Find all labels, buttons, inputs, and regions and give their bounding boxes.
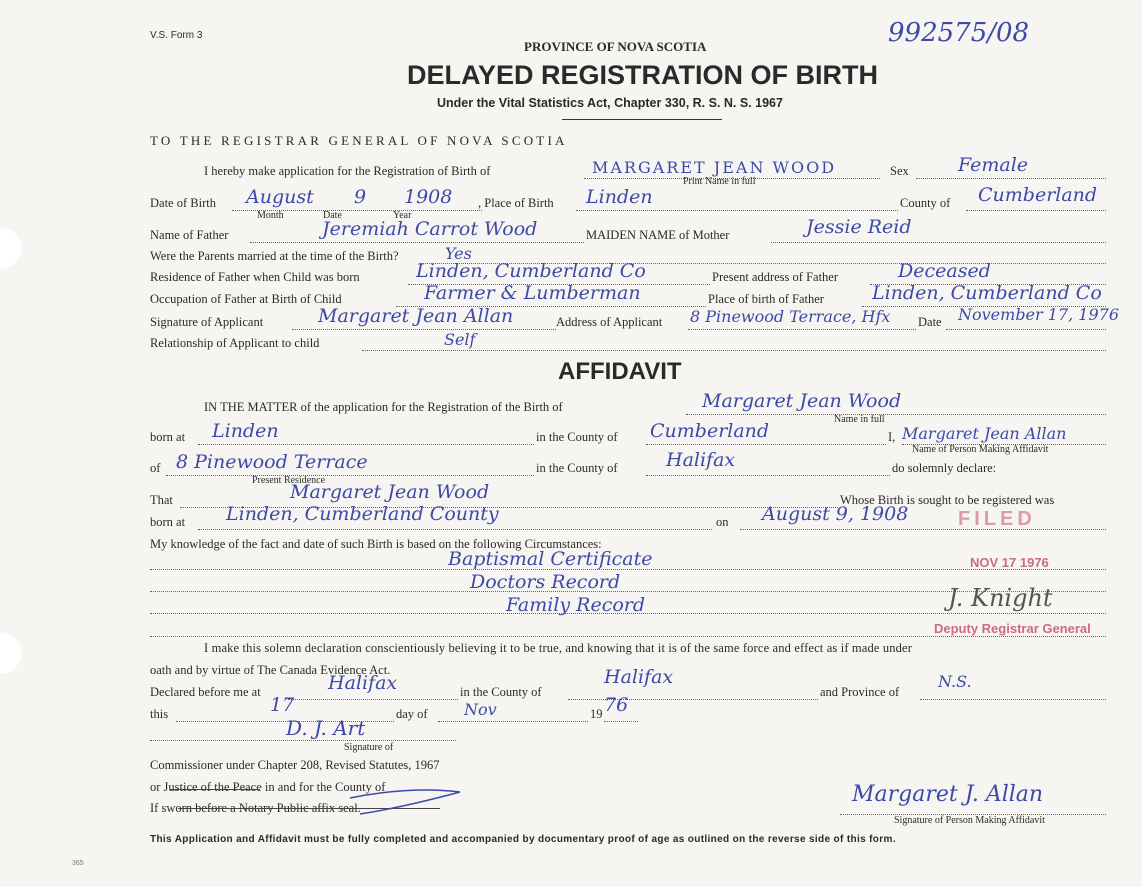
county-value: Cumberland xyxy=(978,184,1098,206)
born-at-value: Linden xyxy=(212,420,279,442)
circumstance-2: Doctors Record xyxy=(470,571,621,593)
notary-line: If sworn before a Notary Public affix seal. xyxy=(150,801,361,815)
date-value: November 17, 1976 xyxy=(958,305,1120,324)
born-at-label: born at xyxy=(150,430,186,444)
child-name: MARGARET JEAN WOOD xyxy=(592,158,837,177)
dob-year: 1908 xyxy=(404,186,453,208)
dob-month: August xyxy=(246,186,314,208)
declaration-text: I make this solemn declaration conscientiously believing it to be true, and knowing that it is of the same force and effect as if made under xyxy=(204,641,913,655)
occupation-value: Farmer & Lumberman xyxy=(424,282,641,304)
filed-stamp: FILED xyxy=(958,508,1036,530)
on-label: on xyxy=(716,515,729,529)
matter-label: IN THE MATTER of the application for the Registration of the Birth of xyxy=(204,400,563,414)
circumstance-1: Baptismal Certificate xyxy=(448,548,653,570)
day-label: day of xyxy=(396,707,428,721)
matter-name: Margaret Jean Wood xyxy=(702,390,902,412)
justice-line: or Justice of the Peace in and for the County of xyxy=(150,780,386,794)
commissioner-line: Commissioner under Chapter 208, Revised Statutes, 1967 xyxy=(150,758,440,772)
relationship-label: Relationship of Applicant to child xyxy=(150,336,320,350)
form-subtitle: Under the Vital Statistics Act, Chapter 330, R. S. N. S. 1967 xyxy=(437,96,783,110)
father-value: Jeremiah Carrot Wood xyxy=(322,218,538,240)
province-label: and Province of xyxy=(820,685,900,699)
that-label: That xyxy=(150,493,173,507)
date-label: Date xyxy=(918,315,942,329)
i-label: I, xyxy=(888,430,896,444)
sex-value: Female xyxy=(958,154,1029,176)
born-at2-value: Linden, Cumberland County xyxy=(226,503,499,525)
deponent-signature: Margaret J. Allan xyxy=(852,782,1044,807)
year-hint: Year xyxy=(393,210,412,221)
deponent-name: Margaret Jean Allan xyxy=(902,424,1067,443)
residence-label: Residence of Father when Child was born xyxy=(150,270,360,284)
subtitle-rule xyxy=(562,119,722,120)
signature-of-hint: Signature of xyxy=(344,742,394,753)
declared-label: Declared before me at xyxy=(150,685,261,699)
father-label: Name of Father xyxy=(150,228,229,242)
relationship-value: Self xyxy=(444,330,476,349)
province-value: N.S. xyxy=(938,672,972,691)
name-full-hint: Name in full xyxy=(834,414,885,425)
born-county-value: Cumberland xyxy=(650,420,770,442)
intro-label: I hereby make application for the Registration of Birth of xyxy=(204,164,491,178)
signature-label: Signature of Applicant xyxy=(150,315,264,329)
circumstance-3: Family Record xyxy=(506,594,646,616)
commissioner-signature: D. J. Art xyxy=(286,716,366,740)
dob-label: Date of Birth xyxy=(150,196,216,210)
footer-note: This Application and Affidavit must be fully completed and accompanied by documentary proof of age as outlined on the reverse side of this form. xyxy=(150,834,896,845)
province-heading: PROVINCE OF NOVA SCOTIA xyxy=(524,39,707,54)
solemnly-label: do solemnly declare: xyxy=(892,461,997,475)
file-number: 992575/08 xyxy=(888,18,1030,48)
married-label: Were the Parents married at the time of the Birth? xyxy=(150,249,399,263)
declared-county-value: Halifax xyxy=(604,666,674,688)
signature-value: Margaret Jean Allan xyxy=(318,305,514,327)
place-value: Linden xyxy=(586,186,653,208)
stamp-date: NOV 17 1976 xyxy=(970,555,1049,570)
strike-loop xyxy=(340,778,480,818)
county-label: County of xyxy=(900,196,951,210)
form-id: V.S. Form 3 xyxy=(150,30,203,41)
residence-affidavit: 8 Pinewood Terrace xyxy=(176,451,368,473)
father-birthplace-value: Linden, Cumberland Co xyxy=(872,282,1102,304)
born-on-value: August 9, 1908 xyxy=(762,503,909,525)
deponent-hint: Name of Person Making Affidavit xyxy=(912,444,1049,455)
present-father-label: Present address of Father xyxy=(712,270,839,284)
father-birthplace-label: Place of birth of Father xyxy=(708,292,824,306)
present-residence-hint: Present Residence xyxy=(252,475,326,486)
mother-label: MAIDEN NAME of Mother xyxy=(586,228,730,242)
year-prefix: 19 xyxy=(590,707,603,721)
declared-at-value: Halifax xyxy=(328,672,398,694)
month-value: Nov xyxy=(464,700,497,719)
salutation: TO THE REGISTRAR GENERAL OF NOVA SCOTIA xyxy=(150,133,568,148)
applicant-address-label: Address of Applicant xyxy=(556,315,663,329)
of-label: of xyxy=(150,461,161,475)
in-county-label-1: in the County of xyxy=(536,430,618,444)
dob-date: 9 xyxy=(354,186,367,208)
justice-strike xyxy=(170,789,260,790)
present-father-value: Deceased xyxy=(898,260,991,282)
that-name: Margaret Jean Wood xyxy=(290,481,490,503)
date-hint: Date xyxy=(323,210,342,221)
in-county-label-2: in the County of xyxy=(536,461,618,475)
punch-hole-top xyxy=(0,225,22,269)
year-value: 76 xyxy=(604,694,629,716)
born-at2-label: born at xyxy=(150,515,186,529)
print-name-hint: Print Name in full xyxy=(683,176,756,187)
month-hint: Month xyxy=(257,210,284,221)
deponent-signature-hint: Signature of Person Making Affidavit xyxy=(894,815,1045,826)
whose-birth-label: Whose Birth is sought to be registered was xyxy=(840,493,1055,507)
married-value: Yes xyxy=(445,244,472,263)
day-value: 17 xyxy=(270,694,295,716)
form-title: DELAYED REGISTRATION OF BIRTH xyxy=(407,60,879,90)
stamp-title: Deputy Registrar General xyxy=(934,621,1091,636)
this-label: this xyxy=(150,707,169,721)
punch-hole-bottom xyxy=(0,630,22,674)
affidavit-heading: AFFIDAVIT xyxy=(558,358,682,385)
in-county-label-3: in the County of xyxy=(460,685,542,699)
knowledge-label: My knowledge of the fact and date of such Birth is based on the following Circumstances: xyxy=(150,537,602,551)
occupation-label: Occupation of Father at Birth of Child xyxy=(150,292,342,306)
residence-value: Linden, Cumberland Co xyxy=(416,260,646,282)
sex-label: Sex xyxy=(890,164,909,178)
mother-value: Jessie Reid xyxy=(806,216,912,238)
applicant-address-value: 8 Pinewood Terrace, Hfx xyxy=(690,307,891,326)
place-label: , Place of Birth xyxy=(478,196,554,210)
footer-code: 365 xyxy=(72,860,84,867)
residence-county-value: Halifax xyxy=(666,449,736,471)
stamp-signature: J. Knight xyxy=(948,584,1053,612)
act-line: oath and by virtue of The Canada Evidence Act. xyxy=(150,663,391,677)
